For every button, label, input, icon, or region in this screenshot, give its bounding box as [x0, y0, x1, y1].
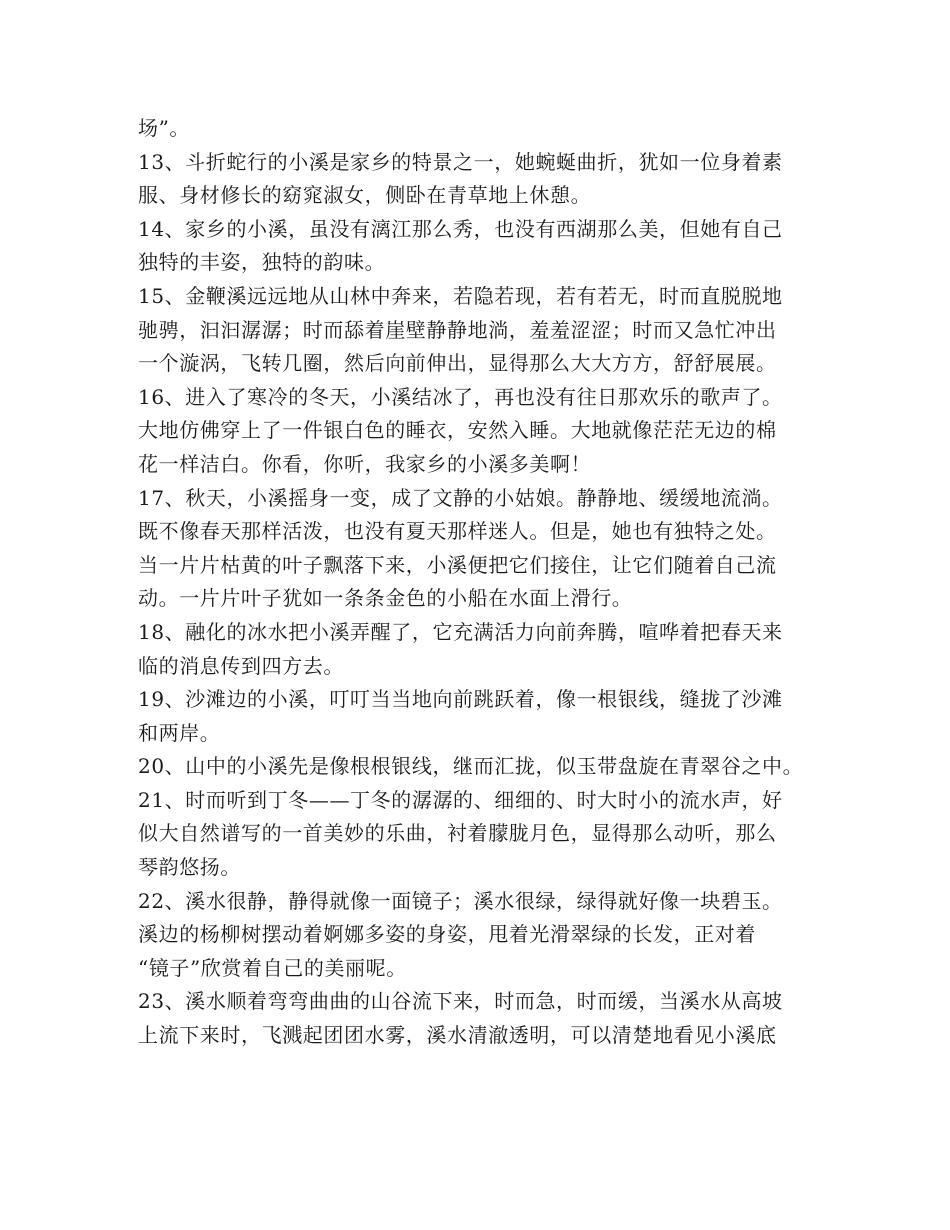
text-line-25: 溪边的杨柳树摆动着婀娜多姿的身姿，甩着光滑翠绿的长发，正对着 [138, 922, 756, 947]
text-line-7: 驰骋，汩汩潺潺；时而舔着崖壁静静地淌，羞羞涩涩；时而又急忙冲出 [138, 317, 777, 342]
text-line-3: 服、身材修长的窈窕淑女，侧卧在青草地上休憩。 [138, 183, 592, 208]
document-text-body [138, 112, 838, 1053]
text-line-2: 13、斗折蛇行的小溪是家乡的特景之一，她蜿蜒曲折，犹如一位身着素 [138, 149, 783, 174]
text-line-12: 17、秋天，小溪摇身一变，成了文静的小姑娘。静静地、缓缓地流淌。 [138, 485, 783, 510]
text-line-5: 独特的丰姿，独特的韵味。 [138, 250, 386, 275]
text-line-8: 一个漩涡，飞转几圈，然后向前伸出，显得那么大大方方，舒舒展展。 [138, 351, 777, 376]
text-line-9: 16、进入了寒冷的冬天，小溪结冰了，再也没有往日那欢乐的歌声了。 [138, 384, 783, 409]
text-line-6: 15、金鞭溪远远地从山林中奔来，若隐若现，若有若无，时而直脱脱地 [138, 283, 783, 308]
text-line-14: 当一片片枯黄的叶子飘落下来，小溪便把它们接住，让它们随着自己流 [138, 552, 777, 577]
text-line-23: 琴韵悠扬。 [138, 855, 241, 880]
text-line-1: 场”。 [138, 116, 191, 140]
text-line-19: 和两岸。 [138, 720, 221, 745]
text-line-26: “镜子”欣赏着自己的美丽呢。 [138, 955, 407, 980]
text-line-10: 大地仿佛穿上了一件银白色的睡衣，安然入睡。大地就像茫茫无边的棉 [138, 418, 777, 443]
text-line-22: 似大自然谱写的一首美妙的乐曲，衬着朦胧月色，显得那么动听，那么 [138, 821, 777, 846]
text-line-13: 既不像春天那样活泼，也没有夏天那样迷人。但是，她也有独特之处。 [138, 519, 777, 544]
text-line-27: 23、溪水顺着弯弯曲曲的山谷流下来，时而急，时而缓，当溪水从高坡 [138, 989, 783, 1014]
text-line-16: 18、融化的冰水把小溪弄醒了，它充满活力向前奔腾，喧哗着把春天来 [138, 619, 783, 644]
text-line-24: 22、溪水很静，静得就像一面镜子；溪水很绿，绿得就好像一块碧玉。 [138, 888, 783, 913]
text-line-11: 花一样洁白。你看，你听，我家乡的小溪多美啊！ [138, 451, 592, 476]
text-line-17: 临的消息传到四方去。 [138, 653, 344, 678]
text-line-18: 19、沙滩边的小溪，叮叮当当地向前跳跃着，像一根银线，缝拢了沙滩 [138, 687, 783, 712]
text-line-21: 21、时而听到丁冬——丁冬的潺潺的、细细的、时大时小的流水声，好 [138, 787, 783, 812]
text-line-20: 20、山中的小溪先是像根根银线，继而汇拢，似玉带盘旋在青翠谷之中。 [138, 754, 804, 779]
text-line-15: 动。一片片叶子犹如一条条金色的小船在水面上滑行。 [138, 586, 633, 611]
text-line-4: 14、家乡的小溪，虽没有漓江那么秀，也没有西湖那么美，但她有自己 [138, 216, 783, 241]
text-line-28: 上流下来时，飞溅起团团水雾，溪水清澈透明，可以清楚地看见小溪底 [138, 1023, 777, 1048]
